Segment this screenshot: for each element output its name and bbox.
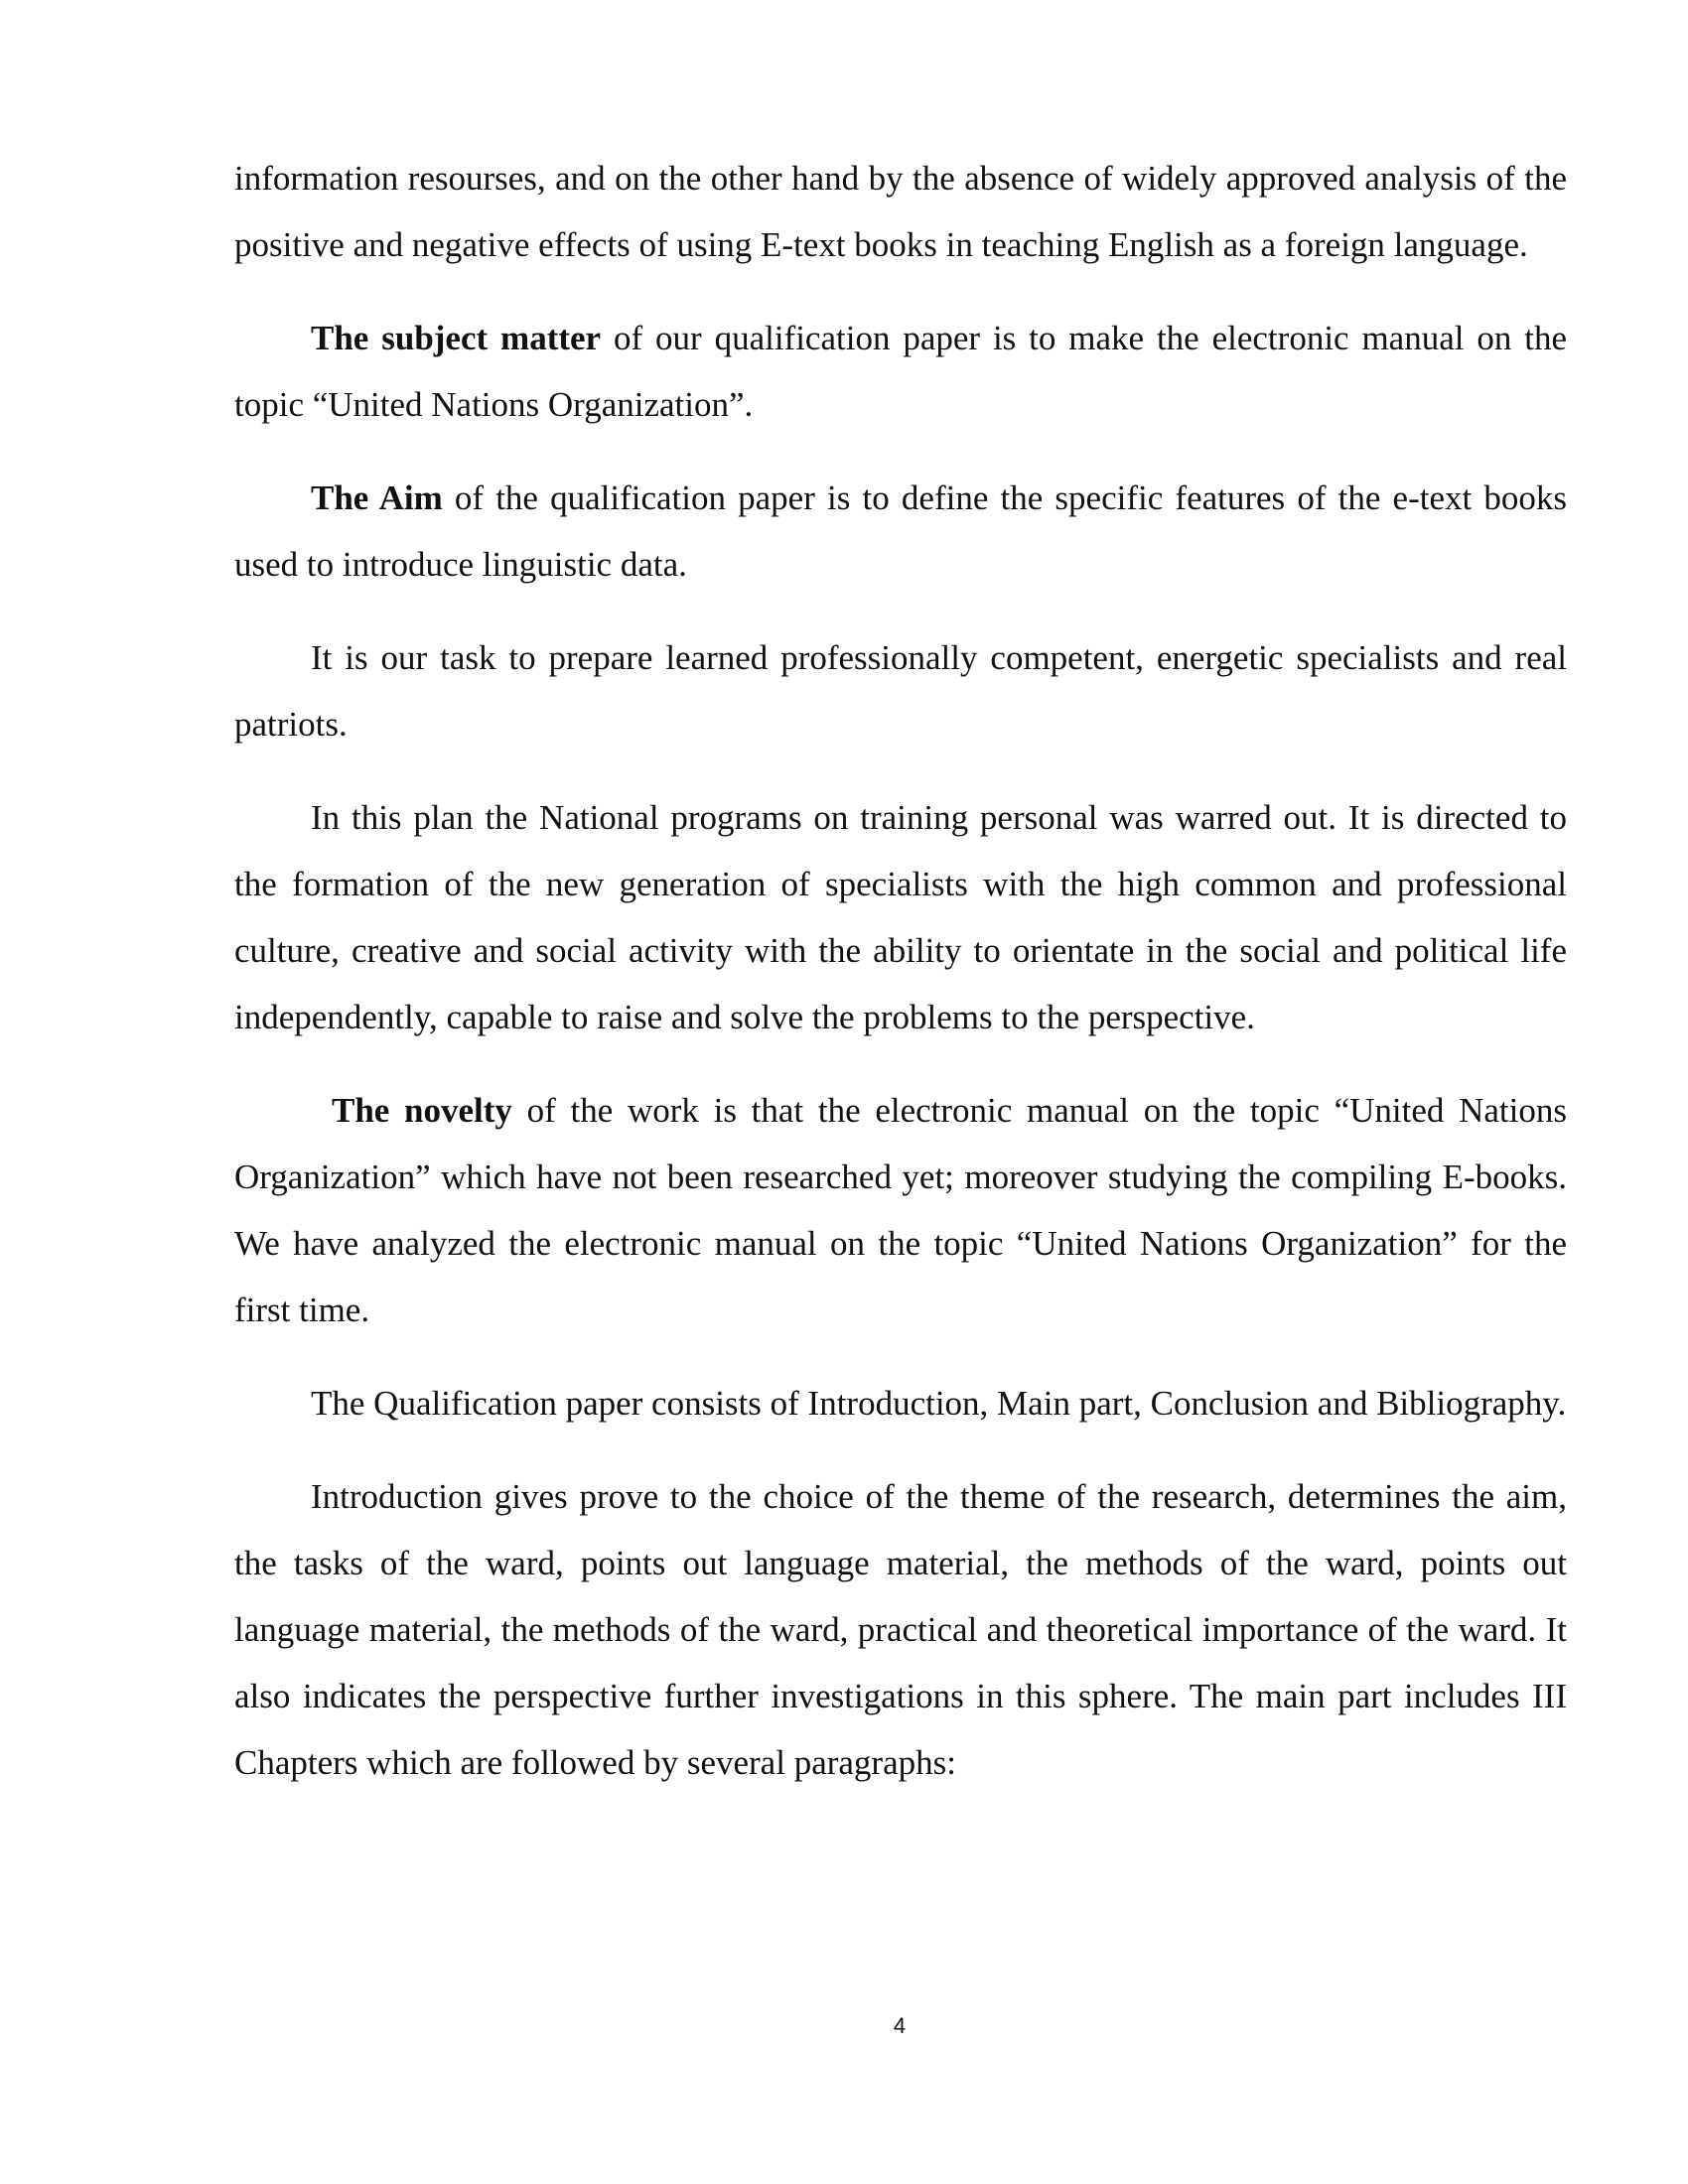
paragraph-task — [234, 624, 1567, 757]
paragraph-text: information resourses, and on the other hand by the absence of widely approved analysis of the positive and negative effects of using E-text books in teaching English as a foreign language. — [234, 159, 1567, 264]
paragraph-text: of our qualification paper is to make the electronic manual on the topic “United Nations Organization”. — [234, 319, 1568, 424]
paragraph-national-programs — [234, 784, 1567, 1050]
paragraph-aim — [234, 465, 1567, 598]
novelty-heading: The novelty — [332, 1091, 512, 1130]
paragraph-text: In this plan the National programs on training personal was warred out. It is directed to the formation of the new generation of specialists with the high common and professional culture, creative and social activity with the ability to orientate in the social and political life independently, capable to raise and solve the problems to the perspective. — [234, 798, 1567, 1036]
paragraph-introduction — [234, 1463, 1567, 1796]
paragraph-text: It is our task to prepare learned professionally competent, energetic specialists and real patriots. — [234, 638, 1567, 744]
paragraph-continuation — [234, 145, 1567, 278]
page-number: 4 — [893, 2013, 907, 2038]
paragraph-text: of the qualification paper is to define the specific features of the e-text books used to introduce linguistic data. — [234, 478, 1567, 584]
paragraph-subject-matter — [234, 305, 1567, 438]
paragraph-text: Introduction gives prove to the choice of the theme of the research, determines the aim, the tasks of the ward, points out language material, the methods of the ward, points out language material, the methods of the ward, practical and theoretical importance of the ward. It also indicates the perspective further investigations in this sphere. The main part includes III Chapters which are followed by several paragraphs: — [234, 1477, 1567, 1782]
paragraph-structure — [234, 1370, 1567, 1436]
paragraph-text: The Qualification paper consists of Introduction, Main part, Conclusion and Bibliography. — [311, 1384, 1567, 1423]
paragraph-novelty — [234, 1077, 1567, 1343]
body-text — [234, 145, 1567, 1823]
subject-matter-heading: The subject matter — [311, 319, 602, 357]
aim-heading: The Aim — [311, 478, 443, 517]
paragraph-text: of the work is that the electronic manual on the topic “United Nations Organization” which have not been researched yet; moreover studying the compiling E-books. We have analyzed the electronic manual on the topic “United Nations Organization” for the first time. — [234, 1091, 1567, 1329]
